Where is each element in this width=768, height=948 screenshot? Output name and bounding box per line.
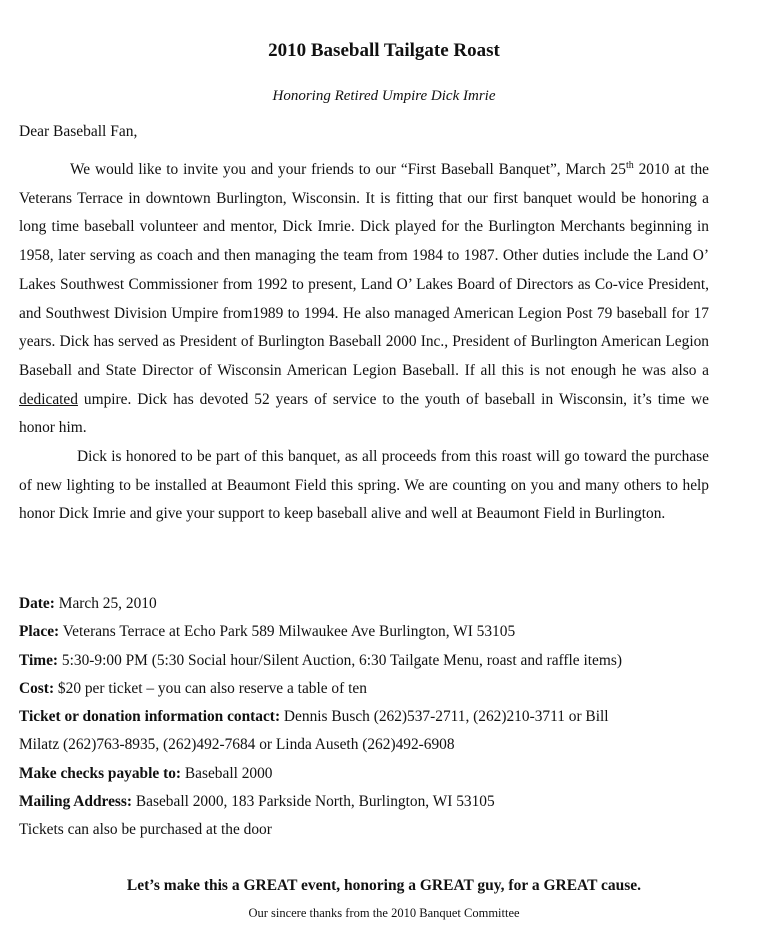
- paragraph-text-start: We would like to invite you and your friends to our “First Baseball Banquet”, March 25: [70, 161, 626, 178]
- time-line: Time: 5:30-9:00 PM (5:30 Social hour/Silent Auction, 6:30 Tailgate Menu, roast and raffle items): [19, 651, 622, 669]
- contact-line: Ticket or donation information contact: Dennis Busch (262)537-2711, (262)210-3711 or Bill: [19, 708, 609, 726]
- date-line: Date: March 25, 2010: [19, 595, 157, 612]
- cost-line: Cost: $20 per ticket – you can also reserve a table of ten: [19, 679, 367, 697]
- checks-line: Make checks payable to: Baseball 2000: [19, 764, 273, 782]
- letter-subtitle: Honoring Retired Umpire Dick Imrie: [272, 88, 496, 104]
- place-label: Place: [19, 623, 55, 641]
- place-line: Place: Veterans Terrace at Echo Park 589 Milwaukee Ave Burlington, WI 53105: [19, 623, 516, 641]
- place-value: Veterans Terrace at Echo Park 589 Milwaukee Ave Burlington, WI 53105: [59, 623, 516, 641]
- invitation-paragraph: [19, 156, 709, 443]
- contact-value: Dennis Busch (262)537-2711, (262)210-3711 or Bill: [280, 708, 609, 726]
- contact-label: Ticket or donation information contact: [19, 708, 275, 726]
- event-details: [19, 590, 719, 845]
- mailing-value: Baseball 2000, 183 Parkside North, Burlington, WI 53105: [132, 793, 495, 811]
- date-value: March 25, 2010: [54, 595, 157, 612]
- closing-statement: Let’s make this a GREAT event, honoring a GREAT guy, for a GREAT cause.: [126, 877, 642, 894]
- letter-title: 2010 Baseball Tailgate Roast: [268, 40, 500, 61]
- checks-value: Baseball 2000: [181, 764, 273, 782]
- date-suffix: th: [625, 159, 634, 171]
- door-note: Tickets can also be purchased at the door: [19, 821, 272, 839]
- mailing-line: Mailing Address: Baseball 2000, 183 Parkside North, Burlington, WI 53105: [19, 793, 495, 811]
- cost-label: Cost: [19, 679, 49, 697]
- checks-label: Make checks payable to: [19, 764, 176, 782]
- letter-body: [19, 156, 709, 529]
- date-label: Date: [19, 595, 50, 612]
- cost-value: $20 per ticket – you can also reserve a table of ten: [54, 679, 367, 697]
- mailing-label: Mailing Address: [19, 793, 127, 811]
- underlined-word: dedicated: [19, 390, 78, 408]
- proceeds-paragraph: Dick is honored to be part of this banquet, as all proceeds from this roast will go toward the purchase of new lighting to be installed at Beaumont Field this spring. We are counting on you and many others to help honor Dick Imrie and give your support to keep baseball alive and well at Beaumont Field in Burlington.: [19, 448, 709, 523]
- time-label: Time: [19, 651, 53, 669]
- salutation: Dear Baseball Fan,: [19, 123, 138, 140]
- paragraph-text-end: umpire. Dick has devoted 52 years of service to the youth of baseball in Wisconsin, it’s time we honor him.: [19, 390, 709, 437]
- committee-thanks: Our sincere thanks from the 2010 Banquet Committee: [248, 906, 520, 920]
- contact-line-2: Milatz (262)763-8935, (262)492-7684 or Linda Auseth (262)492-6908: [19, 736, 455, 754]
- paragraph-text-middle: 2010 at the Veterans Terrace in downtown Burlington, Wisconsin. It is fitting that our first banquet would be honoring a long time baseball volunteer and mentor, Dick Imrie. Dick played for the Burlington Merchants beginning in 1958, later serving as coach and then managing the team from 1984 to 1987. Other duties include the Land O’ Lakes Southwest Commissioner from 1992 to present, Land O’ Lakes Board of Directors as Co-vice President, and Southwest Division Umpire from1989 to 1994. He also managed American Legion Post 79 baseball for 17 years. Dick has served as President of Burlington Baseball 2000 Inc., President of Burlington American Legion Baseball and State Director of Wisconsin American Legion Baseball. If all this is not enough he was also a: [19, 161, 709, 379]
- time-value: 5:30-9:00 PM (5:30 Social hour/Silent Auction, 6:30 Tailgate Menu, roast and raffle items): [58, 651, 622, 669]
